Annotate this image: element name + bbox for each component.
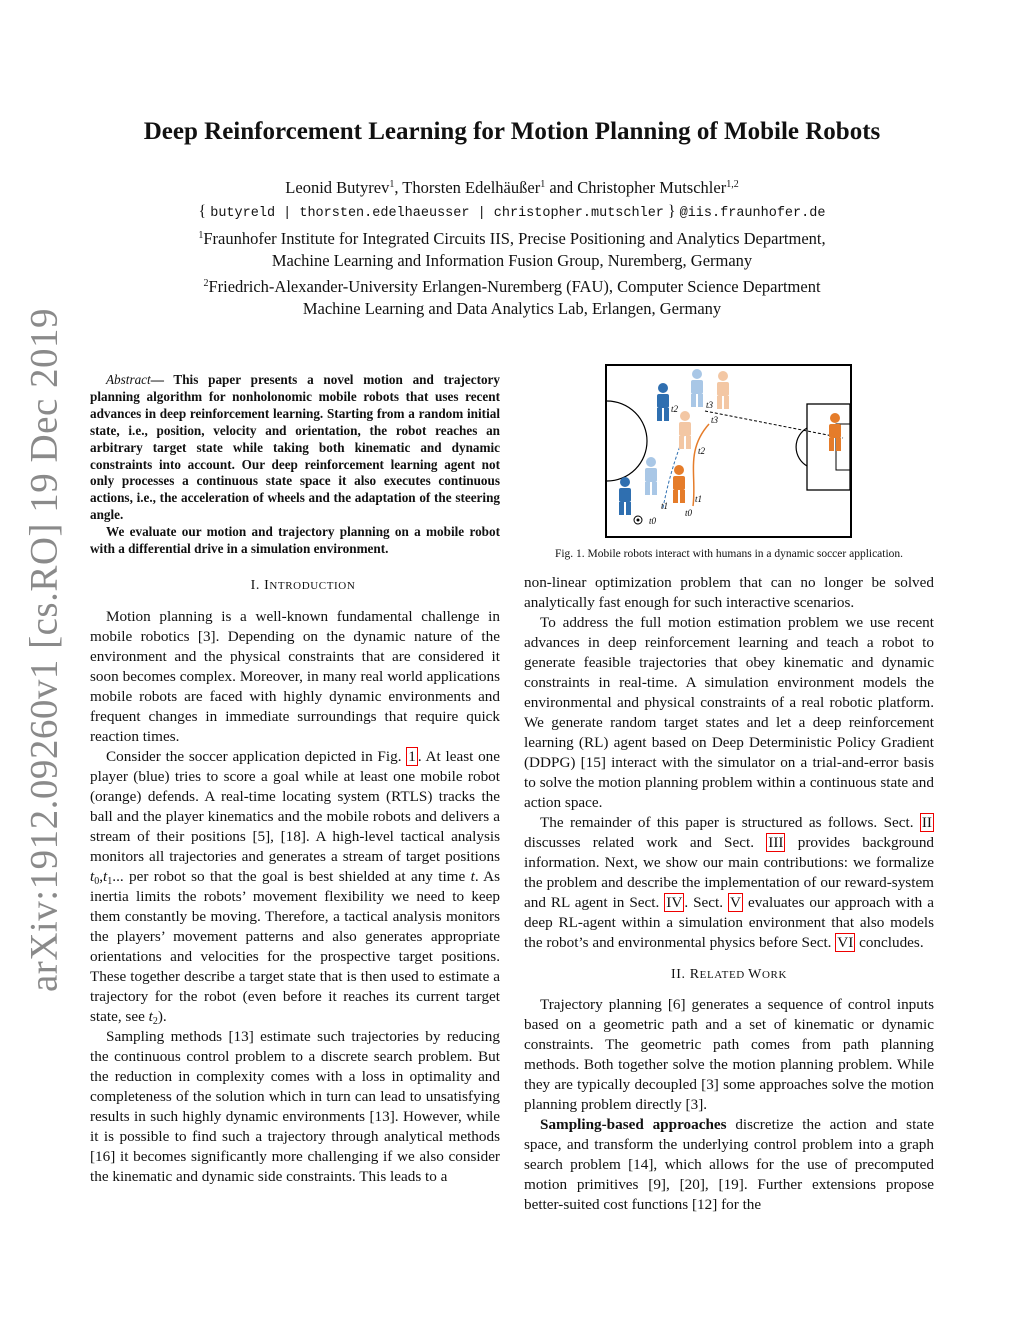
affiliation-2: $^2$Friedrich-Alexander-University Erlangen-Nuremberg (FAU), Computer Science Department Machine Learning and Data Analytics Lab, Erlangen, Germany [203, 277, 821, 318]
paper-title: Deep Reinforcement Learning for Motion Planning of Mobile Robots [143, 118, 881, 145]
arxiv-sidebar [14, 307, 74, 993]
section-heading-related-work: II. RELATED WORK [670, 967, 788, 982]
right-paragraph-4: Sampling-based approaches discretize the action and state space, and transform the underlying control problem into a graph search problem [14], which allows for the use of precomputed motion primitives [9], [20], [19]. Further extensions propose better-suited cost functions [12] for the [524, 1116, 934, 1213]
author-line: Leonid Butyrev$^1$, Thorsten Edelhäußer$^1$ and Christopher Mutschler$^{1,2}$ [285, 178, 739, 197]
section-heading-introduction: I. INTRODUCTION [250, 578, 356, 593]
right-column [524, 573, 934, 1215]
sect-iii-link[interactable]: III [768, 834, 784, 851]
label-t2-player: t2 [671, 404, 679, 414]
sect-vi-link[interactable]: VI [837, 934, 854, 951]
intro-paragraph-1: Motion planning is a well-known fundamental challenge in mobile robotics [3]. Depending on the dynamic nature of the environment and the physical constraints that are considered it soon becomes complex. Moreover, in many real world applications mobile robots are faced with highly dynamic environments and frequent changes in immediate surroundings that require quick reaction times. [90, 608, 500, 745]
fig-1-link[interactable]: 1 [408, 748, 416, 765]
right-penalty-box [807, 404, 850, 490]
email-line: { butyreld | thorsten.edelhaeusser | christopher.mutschler } @iis.fraunhofer.de [198, 203, 826, 221]
intro-body [90, 607, 500, 1187]
player-figure [657, 383, 669, 421]
shot-line [705, 411, 843, 438]
label-t3: t3 [706, 400, 714, 410]
email-domain: @iis.fraunhofer.de [679, 206, 826, 221]
left-penalty-arc [607, 401, 647, 481]
label-t1-robot: t1 [695, 494, 703, 504]
affiliation-1: $^1$Fraunhofer Institute for Integrated Circuits IIS, Precise Positioning and Analytics Department, Machine Learning and Information Fusion Group, Nuremberg, Germany [198, 229, 826, 270]
right-paragraph-2: The remainder of this paper is structured as follows. Sect. II discusses related work and Sect. III provides background information. Next, we show our main contributions: we formalize the problem and describe the implementation of our reward-system and RL agent in Sect. IV . Sect. V evaluates our approach with a deep RL-agent within a simulation environment that also models the robot’s and environmental physics before Sect. VI concludes. [524, 814, 935, 951]
robot-figure [673, 465, 685, 503]
arxiv-id: arXiv:1912.09260v1 [cs.RO] 19 Dec 2019 [22, 307, 66, 993]
author-3-sup: 1,2 [726, 179, 739, 190]
player-figure [619, 477, 631, 515]
sect-v-link[interactable]: V [730, 894, 741, 911]
right-paragraph-0: non-linear optimization problem that can no longer be solved analytically fast enough for such interactive scenarios. [524, 574, 934, 611]
author-1: Leonid Butyrev [285, 178, 390, 197]
abstract-label: Abstract [106, 372, 151, 387]
sect-iv-link[interactable]: IV [666, 894, 683, 911]
author-2: Thorsten Edelhäußer [402, 178, 541, 197]
label-t2-robot: t2 [698, 446, 706, 456]
soccer-figure [605, 364, 852, 538]
intro-paragraph-3: Sampling methods [13] estimate such trajectories by reducing the continuous control problem to a discrete search problem. But the reduction in complexity comes with a loss in optimality and completeness of the solution which in turn can lead to unsatisfying results in such highly dynamic environments [13]. However, while it is possible to find such a trajectory through analytical methods [16] it becomes significantly more challenging if we also consider the kinematic and dynamic side constraints. This leads to a [90, 1028, 500, 1185]
soccer-field-illustration [607, 366, 850, 536]
author-1-sup: 1 [389, 179, 395, 190]
intro-paragraph-2: Consider the soccer application depicted in Fig. 1 . At least one player (blue) tries to score a goal while at least one mobile robot (orange) defends. A real-time locating system (RTLS) tracks the ball and the player kinematics and the mobile robots and delivers a stream of their positions [5], [18]. A high-level tactical analysis monitors all trajectories and generates a stream of target positions $t_0,t_1$... per robot so that the goal is best shielded at any time t. As inertia limits the robots’ movement flexibility we need to keep them constantly be moving. Therefore, a tactical analysis monitors the players’ movement patterns and also generates appropriate orientations and velocities for the prospective target positions. These together describe a target state that is then used to estimate a trajectory for the robot (even before it reaches its current target state, see $t_2$). [90, 748, 501, 1027]
author-2-sup: 1 [540, 179, 546, 190]
intro-heading-wrap [90, 576, 500, 596]
label-t0-robot: t0 [685, 508, 693, 518]
player-ghost-figure [645, 457, 657, 495]
right-paragraph-1: To address the full motion estimation problem we use recent advances in deep reinforcement learning and teach a robot to generate feasible trajectories that obey kinematic and dynamic constraints in real-time. A simulation environment models the environmental and physical constraints of a real robotic platform. We generate random target states and let a deep reinforcement learning (RL) agent based on Deep Deterministic Policy Gradient (DDPG) [15] interact with the simulator on a trial-and-error basis to solve the motion planning problem within a continuous state and action space. [524, 614, 934, 811]
player-ghost-figure [691, 369, 703, 407]
email-names: butyreld | thorsten.edelhaeusser | christopher.mutschler [210, 206, 664, 221]
figure-caption: Fig. 1. Mobile robots interact with humans in a dynamic soccer application. [554, 548, 904, 560]
abstract: Abstract— This paper presents a novel motion and trajectory planning algorithm for nonholonomic mobile robots that uses recent advances in deep reinforcement learning. Starting from a random initial state, i.e., position, velocity and orientation, the robot reaches an arbitrary target state while taking both kinematic and dynamic constraints into account. Our deep reinforcement learning agent not only processes a continuous state space it also executes continuous actions, i.e., the acceleration of wheels and the adaptation of the steering angle. We evaluate our motion and trajectory planning on a mobile robot with a differential drive in a simulation environment. [90, 372, 500, 557]
label-t1-player: t1 [661, 501, 669, 511]
robot-ghost-figure [679, 411, 691, 449]
label-t3b: t3 [711, 415, 719, 425]
label-t0-player: t0 [649, 516, 657, 526]
sect-ii-link[interactable]: II [921, 814, 932, 831]
robot-ghost-figure [717, 371, 729, 409]
right-penalty-arc [796, 428, 807, 466]
right-paragraph-3: Trajectory planning [6] generates a sequence of control inputs based on a geometric path and a set of kinematic or dynamic constraints. The geometric path comes from path planning methods. Both together solve the motion planning problem. While they are typically decoupled [3] some approaches solve the motion planning problem directly [3]. [524, 996, 934, 1113]
robot-figure [829, 413, 841, 451]
author-3: Christopher Mutschler [577, 178, 727, 197]
